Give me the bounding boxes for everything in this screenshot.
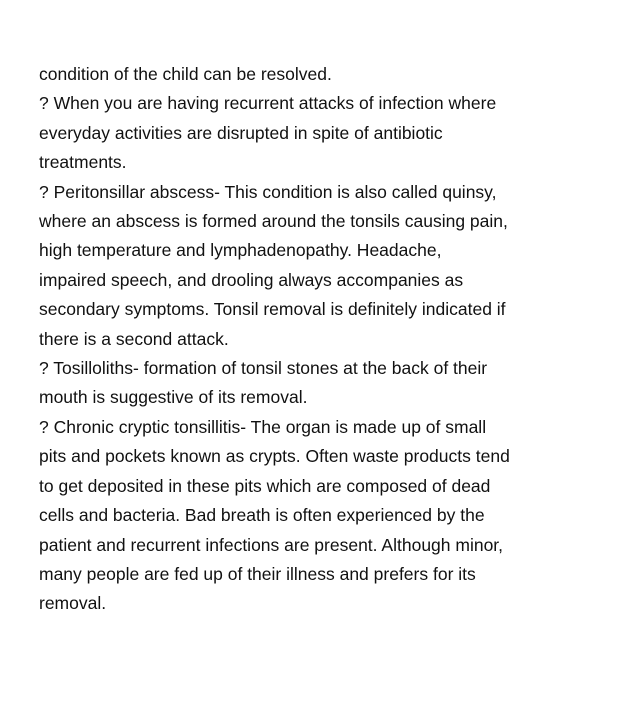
text-line: cells and bacteria. Bad breath is often experienced by the <box>39 505 485 526</box>
text-line: many people are fed up of their illness and prefers for its <box>39 563 476 584</box>
text-line: everyday activities are disrupted in spite of antibiotic <box>39 122 443 143</box>
text-line: treatments. <box>39 152 127 173</box>
text-line: to get deposited in these pits which are composed of dead <box>39 475 491 496</box>
text-line: condition of the child can be resolved. <box>39 64 332 84</box>
text-line: ? Tosilloliths- formation of tonsil stones at the back of their <box>39 358 488 379</box>
body-text <box>39 60 609 619</box>
text-line: where an abscess is formed around the tonsils causing pain, <box>39 211 508 232</box>
text-line: ? Chronic cryptic tonsillitis- The organ is made up of small <box>39 416 487 437</box>
text-line: mouth is suggestive of its removal. <box>39 387 308 408</box>
text-line: secondary symptoms. Tonsil removal is definitely indicated if <box>39 299 506 320</box>
text-line: ? When you are having recurrent attacks of infection where <box>39 93 497 114</box>
text-line: ? Peritonsillar abscess- This condition is also called quinsy, <box>39 181 497 202</box>
text-line: removal. <box>39 593 107 614</box>
text-line: impaired speech, and drooling always accompanies as <box>39 269 464 290</box>
text-line: high temperature and lymphadenopathy. Headache, <box>39 240 442 261</box>
text-line: patient and recurrent infections are present. Although minor, <box>39 534 504 555</box>
text-line: pits and pockets known as crypts. Often waste products tend <box>39 446 510 467</box>
text-line: there is a second attack. <box>39 328 229 349</box>
